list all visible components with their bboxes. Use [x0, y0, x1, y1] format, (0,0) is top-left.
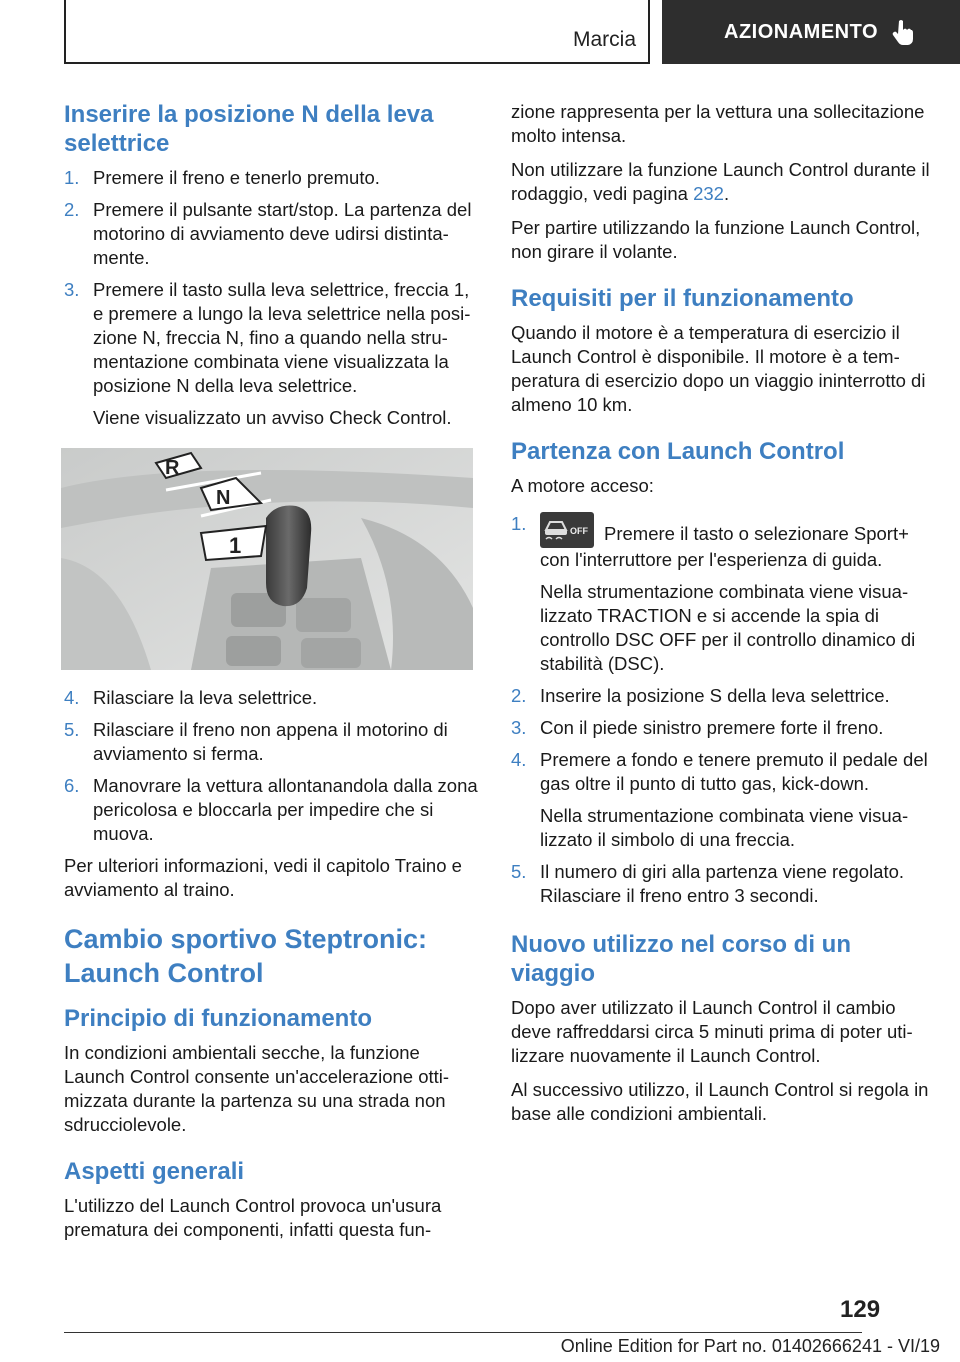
- heading-start-launch: Partenza con Launch Control: [511, 438, 845, 465]
- footer-rule: [64, 1332, 862, 1333]
- heading-requirements: Requisiti per il funzionamento: [511, 285, 854, 312]
- heading-general: Aspetti generali: [64, 1158, 245, 1185]
- step-number: 3.: [511, 717, 527, 738]
- list-item: [511, 860, 931, 908]
- heading-principle: Principio di funzionamento: [64, 1005, 372, 1032]
- left-column: [64, 100, 479, 1242]
- step-note: Viene visualizzato un avviso Check Control.: [93, 407, 452, 428]
- gear-selector-illustration: [61, 448, 473, 670]
- rodaggio-end: .: [723, 183, 730, 204]
- list-item: [64, 166, 479, 190]
- page-link-232[interactable]: 232: [693, 183, 724, 204]
- step-body: [540, 512, 931, 676]
- step-note: Nella strumentazione combinata viene visualizzato il simbolo di una freccia.: [540, 805, 909, 850]
- paragraph-new-use-2: Al successivo utilizzo, il Launch Control si regola in base alle condizioni ambientali.: [511, 1079, 929, 1124]
- list-item: [64, 198, 479, 270]
- step-text: Premere il pulsante start/stop. La partenza del motorino di avviamento deve udirsi distintamente.: [93, 199, 472, 268]
- step-text: Premere a fondo e tenere premuto il pedale del gas oltre il punto di tutto gas, kick-down.: [540, 749, 928, 794]
- step-text: Inserire la posizione S della leva selettrice.: [540, 685, 890, 706]
- step-number: 5.: [64, 719, 80, 740]
- steps-launch: [511, 512, 931, 908]
- paragraph-steering: Per partire utilizzando la funzione Launch Control, non girare il volante.: [511, 217, 921, 262]
- dsc-off-icon: [540, 512, 594, 548]
- step-number: 4.: [64, 687, 80, 708]
- step-text: Rilasciare la leva selettrice.: [93, 687, 318, 708]
- dsc-off-label: OFF: [570, 526, 588, 536]
- step-body: [540, 748, 931, 852]
- step-number: 1.: [64, 167, 80, 188]
- list-item: [64, 718, 479, 766]
- step-text: Premere il tasto sulla leva selettrice, freccia 1, e premere a lungo la leva selettrice nella posizione N, freccia N, fino a quando nella strumentazione combinata viene visualizzata la posizione N della leva selettrice.: [93, 279, 471, 396]
- step-text: Manovrare la vettura allontanandola dalla zona pericolosa e bloccarla per impedire che si muova.: [93, 775, 478, 844]
- heading-launch-control: Cambio sportivo Steptronic: Launch Control: [64, 924, 428, 988]
- list-item: [64, 774, 479, 846]
- step-body: [93, 278, 479, 430]
- steps-neutral-a: [64, 166, 479, 430]
- header-chapter-tab: [662, 0, 960, 64]
- figure-label-n: N: [216, 487, 231, 509]
- paragraph-general: L'utilizzo del Launch Control provoca un'usura prematura dei componenti, infatti questa fun-: [64, 1195, 442, 1240]
- paragraph-more-info: Per ulteriori informazioni, vedi il capitolo Traino e avviamento al traino.: [64, 855, 462, 900]
- right-column: [511, 100, 931, 1126]
- step-text: Rilasciare il freno non appena il motorino di avviamento si ferma.: [93, 719, 448, 764]
- paragraph-requirements: Quando il motore è a temperatura di esercizio il Launch Control è disponibile. Il motore è a temperatura di esercizio dopo un viaggio ininterrotto di almeno 10 km.: [511, 322, 926, 415]
- step-number: 2.: [511, 685, 527, 706]
- step-note: Nella strumentazione combinata viene visualizzato TRACTION e si accende la spia di controllo DSC OFF per il controllo dinamico di stabilità (DSC).: [540, 581, 916, 674]
- heading-neutral-position: Inserire la posizione N della leva selettrice: [64, 101, 434, 157]
- header-chapter-title: AZIONAMENTO: [724, 20, 879, 43]
- list-item: [511, 512, 931, 676]
- list-item: [511, 716, 931, 740]
- footer-edition: Online Edition for Part no. 01402666241 - VI/19: [560, 1336, 940, 1356]
- step-text: Con il piede sinistro premere forte il freno.: [540, 717, 884, 738]
- paragraph-continuation: zione rappresenta per la vettura una sollecitazione molto intensa.: [511, 101, 925, 146]
- paragraph-principle: In condizioni ambientali secche, la funzione Launch Control consente un'accelerazione ottimizzata durante la partenza su una strada non sdrucciolevole.: [64, 1042, 450, 1135]
- header-bottom-rule: [64, 62, 650, 64]
- step-number: 6.: [64, 775, 80, 796]
- paragraph-rodaggio: [511, 158, 931, 206]
- step-number: 3.: [64, 279, 80, 300]
- figure-label-1: 1: [229, 533, 242, 558]
- steps-neutral-b: [64, 686, 479, 846]
- list-item: [64, 686, 479, 710]
- step-number: 4.: [511, 749, 527, 770]
- step-text: Il numero di giri alla partenza viene regolato. Rilasciare il freno entro 3 secondi.: [540, 861, 905, 906]
- step-number: 2.: [64, 199, 80, 220]
- step-text: Premere il tasto o selezionare Sport+ con l'interruttore per l'esperienza di guida.: [540, 523, 909, 570]
- hand-pointer-icon: [892, 19, 914, 45]
- page-number: 129: [840, 1296, 881, 1323]
- header-left-rule: [64, 0, 66, 64]
- list-item: [511, 748, 931, 852]
- step-number: 5.: [511, 861, 527, 882]
- dsc-off-icon-drawing: [540, 512, 594, 548]
- heading-new-use: Nuovo utilizzo nel corso di un viaggio: [511, 931, 851, 987]
- list-item: [64, 278, 479, 430]
- paragraph-engine-on: A motore acceso:: [511, 475, 654, 496]
- rodaggio-text: Non utilizzare la funzione Launch Control durante il rodaggio, vedi pagina: [511, 159, 930, 204]
- step-text: Premere il freno e tenerlo premuto.: [93, 167, 380, 188]
- figure-label-r: R: [165, 457, 180, 479]
- header-section-title: Marcia: [572, 28, 636, 51]
- paragraph-new-use-1: Dopo aver utilizzato il Launch Control il cambio deve raffreddarsi circa 5 minuti prima di poter utilizzare nuovamente il Launch Control.: [511, 997, 913, 1066]
- gear-selector-drawing: [61, 448, 473, 670]
- step-number: 1.: [511, 513, 527, 534]
- header-separator: [648, 0, 650, 64]
- list-item: [511, 684, 931, 708]
